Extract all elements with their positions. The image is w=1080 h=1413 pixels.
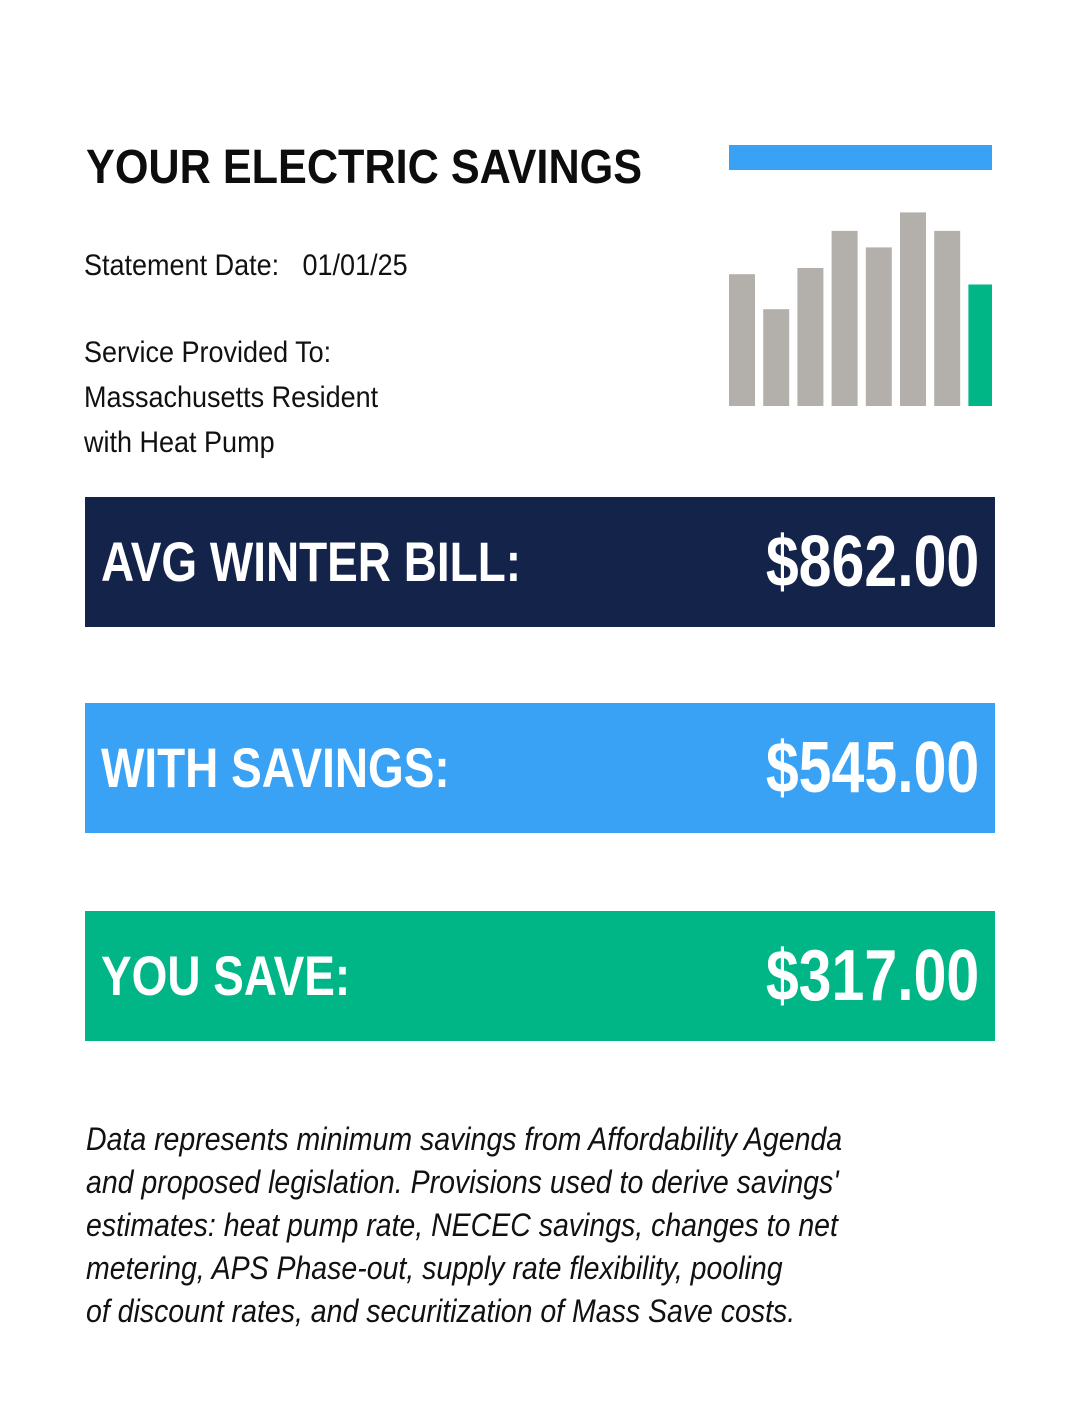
avg-winter-bill-amount: $862.00 (765, 522, 979, 602)
highlight-bar (968, 285, 992, 407)
chart-bar (866, 247, 892, 406)
disclaimer-line: estimates: heat pump rate, NECEC savings, changes to net (86, 1207, 838, 1243)
statement-date-label: Statement Date: (84, 249, 280, 282)
you-save-band (85, 911, 995, 1041)
service-recipient-line-1: Massachusetts Resident (84, 381, 379, 414)
avg-winter-bill-band (85, 497, 995, 627)
disclaimer-line: Data represents minimum savings from Affordability Agenda (86, 1121, 843, 1157)
chart-bar (729, 274, 755, 406)
avg-winter-bill-label: AVG WINTER BILL: (101, 530, 522, 593)
disclaimer-line: and proposed legislation. Provisions used to derive savings' (86, 1164, 839, 1200)
chart-bar (934, 231, 960, 406)
you-save-label: YOU SAVE: (101, 944, 351, 1007)
service-recipient-line-2: with Heat Pump (84, 426, 275, 459)
disclaimer-line: metering, APS Phase-out, supply rate flexibility, pooling (86, 1250, 783, 1286)
service-provided-to (84, 330, 378, 465)
chart-bar (763, 309, 789, 406)
disclaimer-text (86, 1118, 976, 1333)
you-save-amount: $317.00 (765, 936, 979, 1016)
bar-chart-graphic (729, 200, 992, 406)
disclaimer-line: of discount rates, and securitization of Mass Save costs. (86, 1293, 796, 1329)
with-savings-label: WITH SAVINGS: (101, 736, 450, 799)
with-savings-band (85, 703, 995, 833)
page-title: YOUR ELECTRIC SAVINGS (86, 141, 643, 194)
statement-date (84, 246, 408, 286)
chart-bar (900, 212, 926, 406)
statement-date-value: 01/01/25 (302, 249, 408, 282)
accent-bar (729, 145, 992, 170)
service-label: Service Provided To: (84, 336, 332, 369)
chart-bar (797, 268, 823, 406)
chart-bar (832, 231, 858, 406)
with-savings-amount: $545.00 (765, 728, 979, 808)
